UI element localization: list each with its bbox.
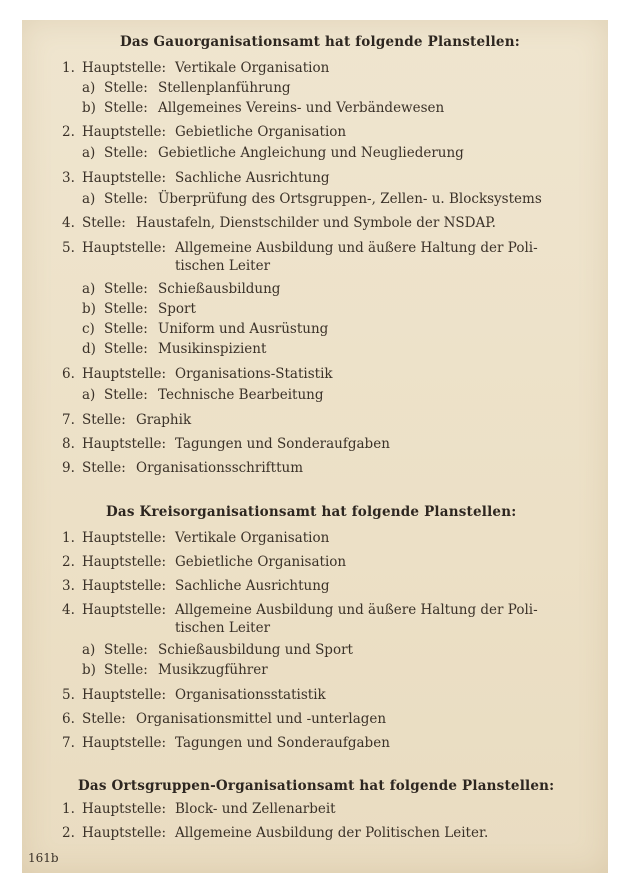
item-number: b)	[82, 662, 96, 678]
item-number: 4.	[62, 215, 75, 231]
item-number: b)	[82, 301, 96, 317]
item-label: Hauptstelle:	[82, 554, 167, 570]
list-item	[62, 801, 336, 818]
item-text: tischen Leiter	[175, 258, 271, 274]
list-item	[82, 191, 542, 208]
item-text: Allgemeine Ausbildung der Politischen Leiter.	[175, 825, 489, 841]
item-number: a)	[82, 80, 96, 96]
item-text: Musikinspizient	[158, 341, 267, 357]
list-item	[62, 825, 488, 842]
item-number: 4.	[62, 602, 75, 618]
item-number: a)	[82, 387, 96, 403]
item-number: 1.	[62, 801, 75, 817]
list-item	[82, 341, 266, 358]
item-label: Hauptstelle:	[82, 170, 167, 186]
item-label: Hauptstelle:	[82, 735, 167, 751]
item-label: Hauptstelle:	[82, 530, 167, 546]
item-text: Block- und Zellenarbeit	[175, 801, 336, 817]
item-number: 7.	[62, 412, 75, 428]
list-item	[82, 642, 353, 659]
item-label: Hauptstelle:	[82, 801, 167, 817]
item-label: Stelle:	[82, 460, 126, 476]
document-page	[22, 20, 608, 873]
list-item	[82, 662, 268, 679]
item-text: Tagungen und Sonderaufgaben	[175, 735, 390, 751]
item-number: 2.	[62, 124, 75, 140]
item-text: Technische Bearbeitung	[158, 387, 324, 403]
item-text: Organisationsstatistik	[175, 687, 326, 703]
list-item	[82, 301, 196, 318]
item-text: Schießausbildung	[158, 281, 281, 297]
section-heading-kreis: Das Kreisorganisationsamt hat folgende Planstellen:	[106, 504, 517, 520]
item-number: a)	[82, 642, 96, 658]
item-text: Gebietliche Angleichung und Neugliederung	[158, 145, 464, 161]
item-text: Organisations-Statistik	[175, 366, 333, 382]
item-label: Stelle:	[104, 145, 148, 161]
item-number: 7.	[62, 735, 75, 751]
item-label: Stelle:	[104, 301, 148, 317]
list-item	[82, 321, 328, 338]
item-number: 1.	[62, 60, 75, 76]
item-text: Vertikale Organisation	[175, 60, 330, 76]
item-text: Allgemeines Vereins- und Verbändewesen	[158, 100, 445, 116]
item-text: Organisationsmittel und -unterlagen	[136, 711, 387, 727]
item-label: Stelle:	[104, 341, 148, 357]
item-label: Hauptstelle:	[82, 436, 167, 452]
list-item	[62, 60, 329, 77]
list-item	[62, 687, 326, 704]
item-label: Stelle:	[104, 387, 148, 403]
section-heading-gau: Das Gauorganisationsamt hat folgende Planstellen:	[120, 34, 520, 50]
list-item	[62, 530, 329, 547]
item-number: 3.	[62, 578, 75, 594]
item-text: Organisationsschrifttum	[136, 460, 303, 476]
item-text: Vertikale Organisation	[175, 530, 330, 546]
item-text: Tagungen und Sonderaufgaben	[175, 436, 390, 452]
item-number: 6.	[62, 366, 75, 382]
list-item	[82, 100, 444, 117]
section-heading-ortsgruppe: Das Ortsgruppen-Organisationsamt hat folgende Planstellen:	[78, 778, 555, 794]
item-label: Hauptstelle:	[82, 578, 167, 594]
item-text: Sachliche Ausrichtung	[175, 170, 330, 186]
item-number: c)	[82, 321, 95, 337]
list-item	[62, 602, 538, 619]
item-text: Graphik	[136, 412, 192, 428]
item-text: Allgemeine Ausbildung und äußere Haltung der Poli-	[175, 240, 538, 256]
item-number: 1.	[62, 530, 75, 546]
list-item	[82, 80, 291, 97]
list-item	[62, 460, 303, 477]
item-text: tischen Leiter	[175, 620, 271, 636]
item-number: 2.	[62, 825, 75, 841]
item-text: Musikzugführer	[158, 662, 268, 678]
item-label: Hauptstelle:	[82, 124, 167, 140]
list-item	[62, 215, 496, 232]
list-item	[82, 145, 464, 162]
item-text: Schießausbildung und Sport	[158, 642, 353, 658]
item-label: Stelle:	[104, 100, 148, 116]
list-item	[62, 412, 191, 429]
item-number: 3.	[62, 170, 75, 186]
item-number: 8.	[62, 436, 75, 452]
list-item	[82, 387, 324, 404]
item-number: a)	[82, 281, 96, 297]
item-label: Hauptstelle:	[82, 240, 167, 256]
list-item	[62, 240, 538, 257]
item-text: Gebietliche Organisation	[175, 554, 347, 570]
list-item-continuation	[175, 258, 270, 275]
item-number: 2.	[62, 554, 75, 570]
item-number: 5.	[62, 240, 75, 256]
list-item	[62, 366, 333, 383]
item-label: Stelle:	[104, 281, 148, 297]
item-label: Stelle:	[104, 642, 148, 658]
item-text: Sport	[158, 301, 196, 317]
item-label: Hauptstelle:	[82, 60, 167, 76]
list-item	[62, 554, 346, 571]
item-number: a)	[82, 191, 96, 207]
item-label: Hauptstelle:	[82, 687, 167, 703]
item-label: Stelle:	[104, 321, 148, 337]
item-number: a)	[82, 145, 96, 161]
item-number: b)	[82, 100, 96, 116]
list-item	[82, 281, 280, 298]
item-label: Hauptstelle:	[82, 602, 167, 618]
item-text: Uniform und Ausrüstung	[158, 321, 329, 337]
list-item	[62, 170, 330, 187]
item-number: 6.	[62, 711, 75, 727]
item-number: 9.	[62, 460, 75, 476]
list-item	[62, 735, 390, 752]
item-label: Stelle:	[104, 80, 148, 96]
item-label: Stelle:	[104, 191, 148, 207]
list-item-continuation	[175, 620, 270, 637]
list-item	[62, 124, 346, 141]
list-item	[62, 711, 386, 728]
item-number: d)	[82, 341, 96, 357]
item-text: Überprüfung des Ortsgruppen-, Zellen- u. Blocksystems	[158, 191, 542, 207]
item-text: Allgemeine Ausbildung und äußere Haltung der Poli-	[175, 602, 538, 618]
item-label: Hauptstelle:	[82, 366, 167, 382]
item-label: Stelle:	[82, 412, 126, 428]
item-label: Stelle:	[82, 711, 126, 727]
list-item	[62, 436, 390, 453]
item-label: Hauptstelle:	[82, 825, 167, 841]
item-label: Stelle:	[104, 662, 148, 678]
page-number: 161b	[28, 851, 59, 865]
item-text: Sachliche Ausrichtung	[175, 578, 330, 594]
item-label: Stelle:	[82, 215, 126, 231]
item-text: Gebietliche Organisation	[175, 124, 347, 140]
item-text: Haustafeln, Dienstschilder und Symbole der NSDAP.	[136, 215, 496, 231]
item-number: 5.	[62, 687, 75, 703]
list-item	[62, 578, 330, 595]
item-text: Stellenplanführung	[158, 80, 291, 96]
